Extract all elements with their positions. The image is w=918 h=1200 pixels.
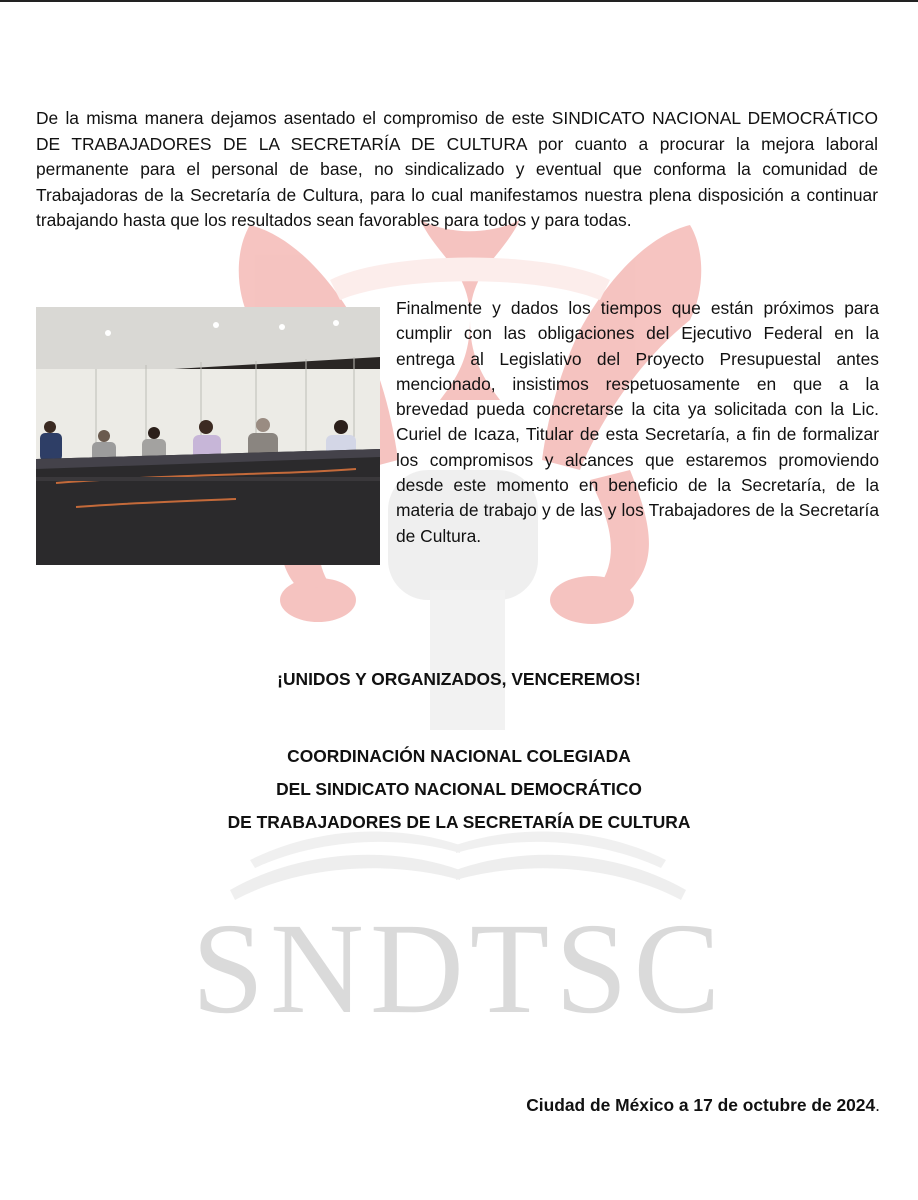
dateline [526,1095,880,1116]
watermark-forearm [430,590,505,730]
slogan: ¡UNIDOS Y ORGANIZADOS, VENCEREMOS! [277,669,641,689]
dateline-text: Ciudad de México a 17 de octubre de 2024 [526,1095,876,1115]
signature-line-2: DEL SINDICATO NACIONAL DEMOCRÁTICO [276,779,642,799]
meeting-photo [36,307,380,565]
signature-block [0,740,918,839]
signature-line-3: DE TRABAJADORES DE LA SECRETARÍA DE CULTURA [227,812,691,832]
signature-line-1: COORDINACIÓN NACIONAL COLEGIADA [287,746,631,766]
closing-paragraph: Finalmente y dados los tiempos que están próximos para cumplir con las obligaciones del Ejecutivo Federal en la entrega al Legislativo del Proyecto Presupuestal antes mencionado, insistimos respetuosamente en que a la brevedad pueda concretarse la cita ya solicitada con la Lic. Curiel de Icaza, Titular de esta Secretaría, a fin de formalizar los compromisos y alcances que estaremos promoviendo desde este momento en beneficio de la Secretaría, de la materia de trabajo y de las y los Trabajadores de la Secretaría de Cultura. [396,298,879,546]
watermark-text: SNDTSC [191,897,727,1041]
dateline-period: . [875,1095,880,1115]
intro-paragraph: De la misma manera dejamos asentado el compromiso de este SINDICATO NACIONAL DEMOCRÁTICO DE TRABAJADORES DE LA SECRETARÍA DE CULTURA por cuanto a procurar la mejora laboral permanente para el personal de base, no sindicalizado y eventual que conforma la comunidad de Trabajadoras de la Secretaría de Cultura, para lo cual manifestamos nuestra plena disposición a continuar trabajando hasta que los resultados sean favorables para todos y para todas. [36,108,878,230]
